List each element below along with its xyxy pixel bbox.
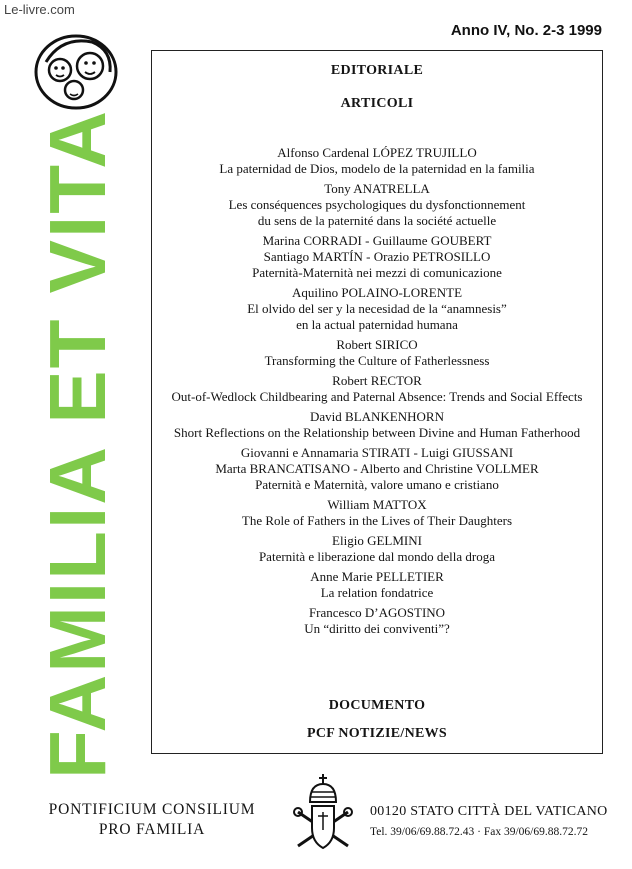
article-entry	[152, 605, 602, 637]
article-author: William MATTOX	[327, 497, 427, 512]
article-author: Giovanni e Annamaria STIRATI - Luigi GIUSSANI	[240, 445, 514, 460]
article-author: Marina CORRADI - Guillaume GOUBERT	[262, 233, 492, 248]
article-author: Robert RECTOR	[332, 373, 422, 388]
article-entry	[152, 497, 602, 529]
article-entry	[152, 373, 602, 405]
section-notizie: PCF NOTIZIE/NEWS	[306, 726, 448, 741]
phone-fax: Tel. 39/06/69.88.72.43 · Fax 39/06/69.88.72.72	[370, 826, 589, 838]
article-author: Aquilino POLAINO-LORENTE	[291, 285, 463, 300]
article-title-line: La paternidad de Dios, modelo de la paternidad en la familia	[219, 161, 535, 176]
article-author: Anne Marie PELLETIER	[310, 569, 444, 584]
publisher	[32, 800, 272, 840]
article-title-line: Transforming the Culture of Fatherlessness	[264, 353, 490, 368]
article-author: Francesco D’AGOSTINO	[308, 605, 446, 620]
article-author: Alfonso Cardenal LÓPEZ TRUJILLO	[277, 145, 477, 160]
issue-number: Anno IV, No. 2-3 1999	[450, 22, 602, 39]
article-author: Eligio GELMINI	[332, 533, 422, 548]
article-title-line: The Role of Fathers in the Lives of Their Daughters	[241, 513, 513, 528]
article-entry	[152, 569, 602, 601]
article-title-line: Santiago MARTÍN - Orazio PETROSILLO	[263, 249, 491, 264]
article-title-line: Paternità-Maternità nei mezzi di comunicazione	[252, 265, 502, 280]
article-entry	[152, 285, 602, 333]
contents-box	[151, 50, 603, 754]
article-title-line: El olvido del ser y la necesidad de la “anamnesis”	[247, 301, 507, 316]
article-title-line: La relation fondatrice	[320, 585, 434, 600]
article-entry	[152, 533, 602, 565]
article-author: Robert SIRICO	[336, 337, 418, 352]
article-title-line: Out-of-Wedlock Childbearing and Paternal Absence: Trends and Social Effects	[171, 389, 583, 404]
article-title-line: Les conséquences psychologiques du dysfonctionnement	[228, 197, 526, 212]
papal-crest-icon	[288, 772, 358, 854]
contact	[370, 804, 608, 838]
article-title-line: Paternità e Maternità, valore umano e cristiano	[255, 477, 499, 492]
publisher-line-1: PONTIFICIUM CONSILIUM	[48, 801, 256, 818]
watermark: Le-livre.com	[4, 2, 75, 17]
article-title-line: en la actual paternidad humana	[296, 317, 458, 332]
article-title-line: Short Reflections on the Relationship between Divine and Human Fatherhood	[173, 425, 581, 440]
family-faces-logo-icon	[32, 32, 120, 112]
article-author: Tony ANATRELLA	[324, 181, 430, 196]
section-articoli: ARTICOLI	[340, 96, 414, 111]
section-documento: DOCUMENTO	[328, 698, 426, 713]
article-title-line: du sens de la paternité dans la société actuelle	[257, 213, 497, 228]
article-entry	[152, 145, 602, 177]
article-author: David BLANKENHORN	[310, 409, 444, 424]
section-editoriale: EDITORIALE	[330, 63, 424, 78]
article-entry	[152, 337, 602, 369]
publisher-line-2: PRO FAMILIA	[98, 821, 206, 838]
vertical-title: FAMILIA ET VITA	[33, 109, 122, 779]
article-title-line: Marta BRANCATISANO - Alberto and Christine VOLLMER	[215, 461, 539, 476]
article-title-line: Paternità e liberazione dal mondo della droga	[258, 549, 496, 564]
address: 00120 STATO CITTÀ DEL VATICANO	[370, 804, 608, 819]
article-entry	[152, 445, 602, 493]
article-title-line: Un “diritto dei conviventi”?	[304, 621, 450, 636]
article-list	[152, 145, 602, 641]
article-entry	[152, 233, 602, 281]
article-entry	[152, 181, 602, 229]
article-entry	[152, 409, 602, 441]
